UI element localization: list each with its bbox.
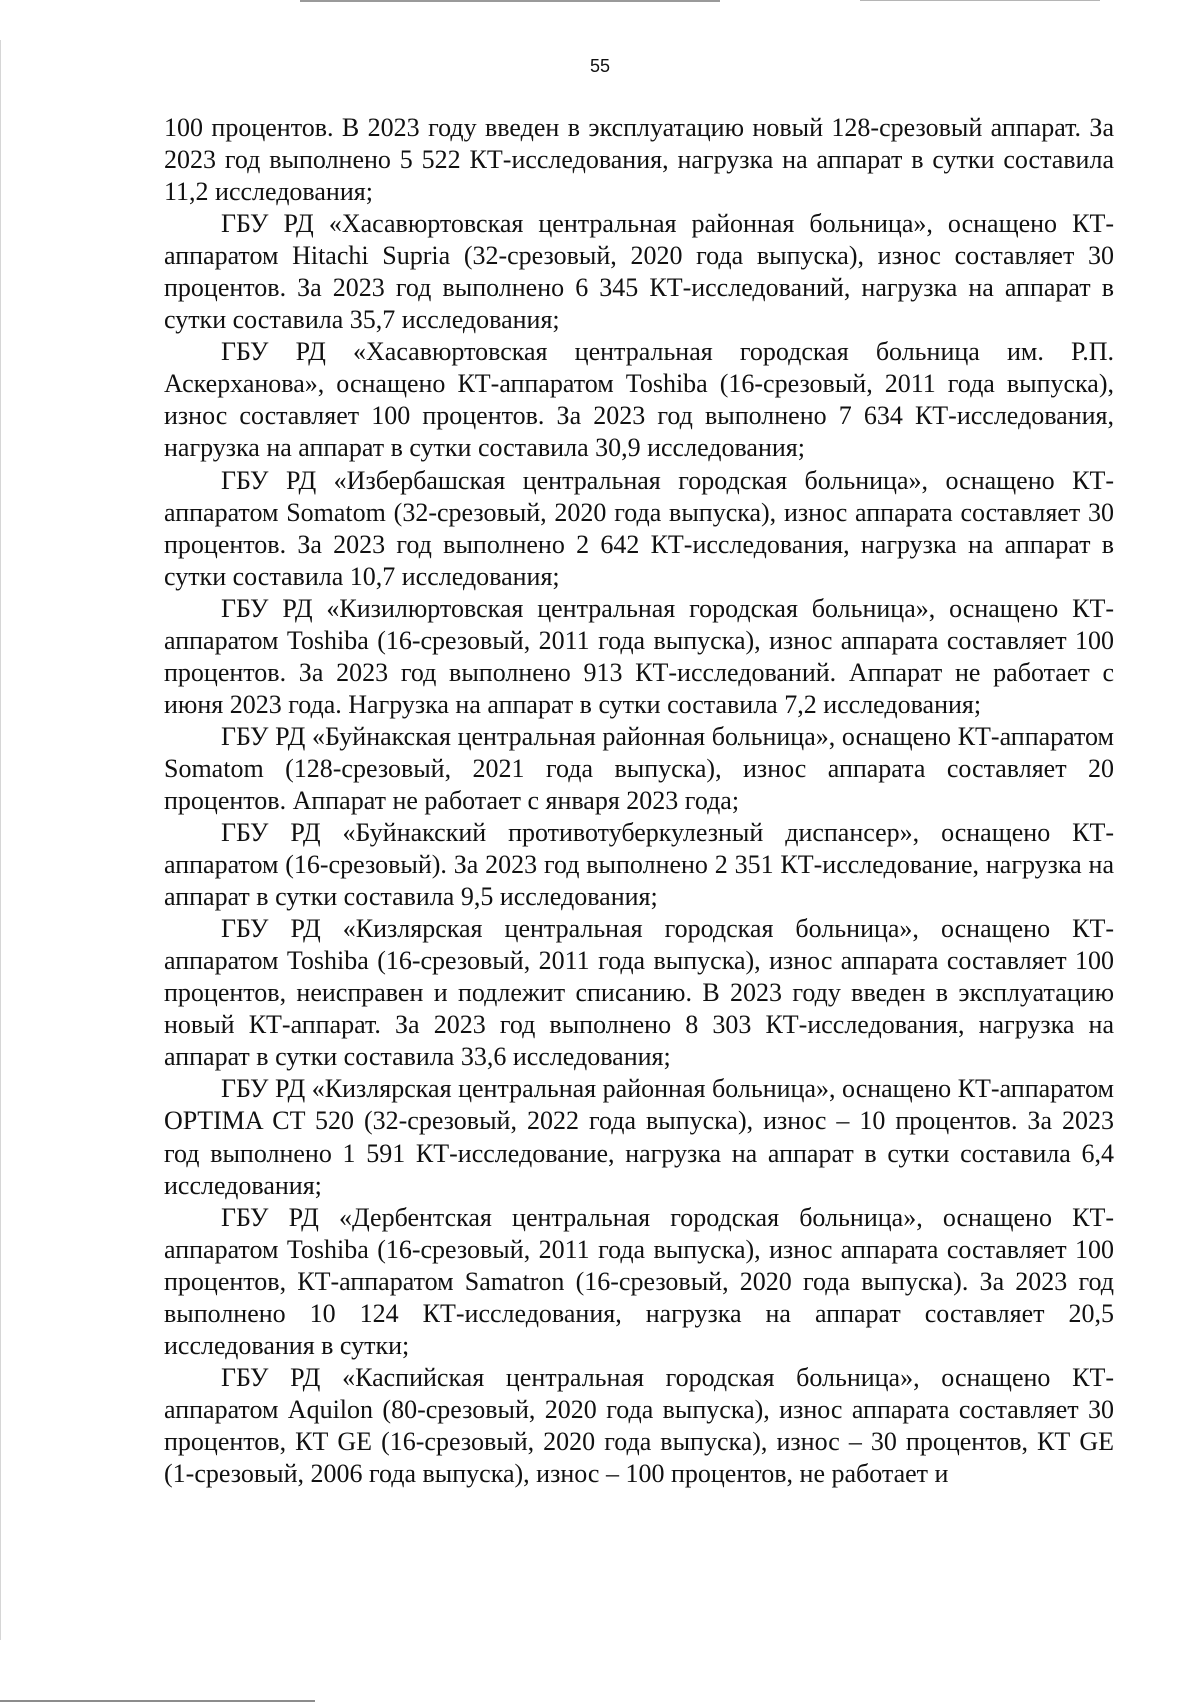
- paragraph-kizlyar-district-hospital: ГБУ РД «Кизлярская центральная районная больница», оснащено КТ-аппаратом OPTIMA CT 520 (32-срезовый, 2022 года выпуска), износ – 10 процентов. За 2023 год выполнено 1 591 КТ-исследование, нагрузка на аппарат в сутки составила 6,4 исследования;: [164, 1074, 1114, 1200]
- scan-artifact-left-edge: [0, 40, 1, 1640]
- scan-artifact-top: [300, 0, 720, 2]
- paragraph-kaspiysk-city-hospital: ГБУ РД «Каспийская центральная городская больница», оснащено КТ-аппаратом Aquilon (80-срезовый, 2020 года выпуска), износ аппарата составляет 30 процентов, КТ GE (16-срезовый, 2020 года выпуска), износ – 30 процентов, КТ GE (1-срезовый, 2006 года выпуска), износ – 100 процентов, не работает и: [164, 1362, 1114, 1488]
- paragraph-khasavyurt-city-hospital: ГБУ РД «Хасавюртовская центральная городская больница им. Р.П. Аскерханова», оснащено КТ-аппаратом Toshiba (16-срезовый, 2011 года выпуска), износ составляет 100 процентов. За 2023 год выполнено 7 634 КТ-исследования, нагрузка на аппарат в сутки составила 30,9 исследования;: [164, 337, 1114, 463]
- document-body: [164, 112, 1114, 1490]
- paragraph-buynaksk-district-hospital: ГБУ РД «Буйнакская центральная районная больница», оснащено КТ-аппаратом Somatom (128-срезовый, 2021 года выпуска), износ аппарата составляет 20 процентов. Аппарат не работает с января 2023 года;: [164, 721, 1114, 815]
- paragraph-kizilyurt-city-hospital: ГБУ РД «Кизилюртовская центральная городская больница», оснащено КТ-аппаратом Toshiba (16-срезовый, 2011 года выпуска), износ аппарата составляет 100 процентов. За 2023 год выполнено 913 КТ-исследований. Аппарат не работает с июня 2023 года. Нагрузка на аппарат в сутки составила 7,2 исследования;: [164, 593, 1114, 719]
- paragraph-kizlyar-city-hospital: ГБУ РД «Кизлярская центральная городская больница», оснащено КТ-аппаратом Toshiba (16-срезовый, 2011 года выпуска), износ аппарата составляет 100 процентов, неисправен и подлежит списанию. В 2023 году введен в эксплуатацию новый КТ-аппарат. За 2023 год выполнено 8 303 КТ-исследования, нагрузка на аппарат в сутки составила 33,6 исследования;: [164, 914, 1114, 1072]
- scan-artifact-bottom: [0, 1700, 315, 1702]
- paragraph-continuation: 100 процентов. В 2023 году введен в эксплуатацию новый 128-срезовый аппарат. За 2023 год выполнено 5 522 КТ-исследования, нагрузка на аппарат в сутки составила 11,2 исследования;: [164, 113, 1114, 207]
- paragraph-derbent-city-hospital: ГБУ РД «Дербентская центральная городская больница», оснащено КТ-аппаратом Toshiba (16-срезовый, 2011 года выпуска), износ аппарата составляет 100 процентов, КТ-аппаратом Samatron (16-срезовый, 2020 года выпуска). За 2023 год выполнено 10 124 КТ-исследования, нагрузка на аппарат составляет 20,5 исследования в сутки;: [164, 1202, 1114, 1360]
- paragraph-izberbash-city-hospital: ГБУ РД «Избербашская центральная городская больница», оснащено КТ-аппаратом Somatom (32-срезовый, 2020 года выпуска), износ аппарата составляет 30 процентов. За 2023 год выполнено 2 642 КТ-исследования, нагрузка на аппарат в сутки составила 10,7 исследования;: [164, 465, 1114, 591]
- paragraph-buynaksk-tb-dispensary: ГБУ РД «Буйнакский противотуберкулезный диспансер», оснащено КТ-аппаратом (16-срезовый). За 2023 год выполнено 2 351 КТ-исследование, нагрузка на аппарат в сутки составила 9,5 исследования;: [164, 818, 1114, 912]
- paragraph-khasavyurt-district-hospital: ГБУ РД «Хасавюртовская центральная районная больница», оснащено КТ-аппаратом Hitachi Supria (32-срезовый, 2020 года выпуска), износ составляет 30 процентов. За 2023 год выполнено 6 345 КТ-исследований, нагрузка на аппарат в сутки составила 35,7 исследования;: [164, 209, 1114, 335]
- scan-artifact-top-right: [860, 0, 1100, 1]
- page-number: 55: [589, 56, 611, 76]
